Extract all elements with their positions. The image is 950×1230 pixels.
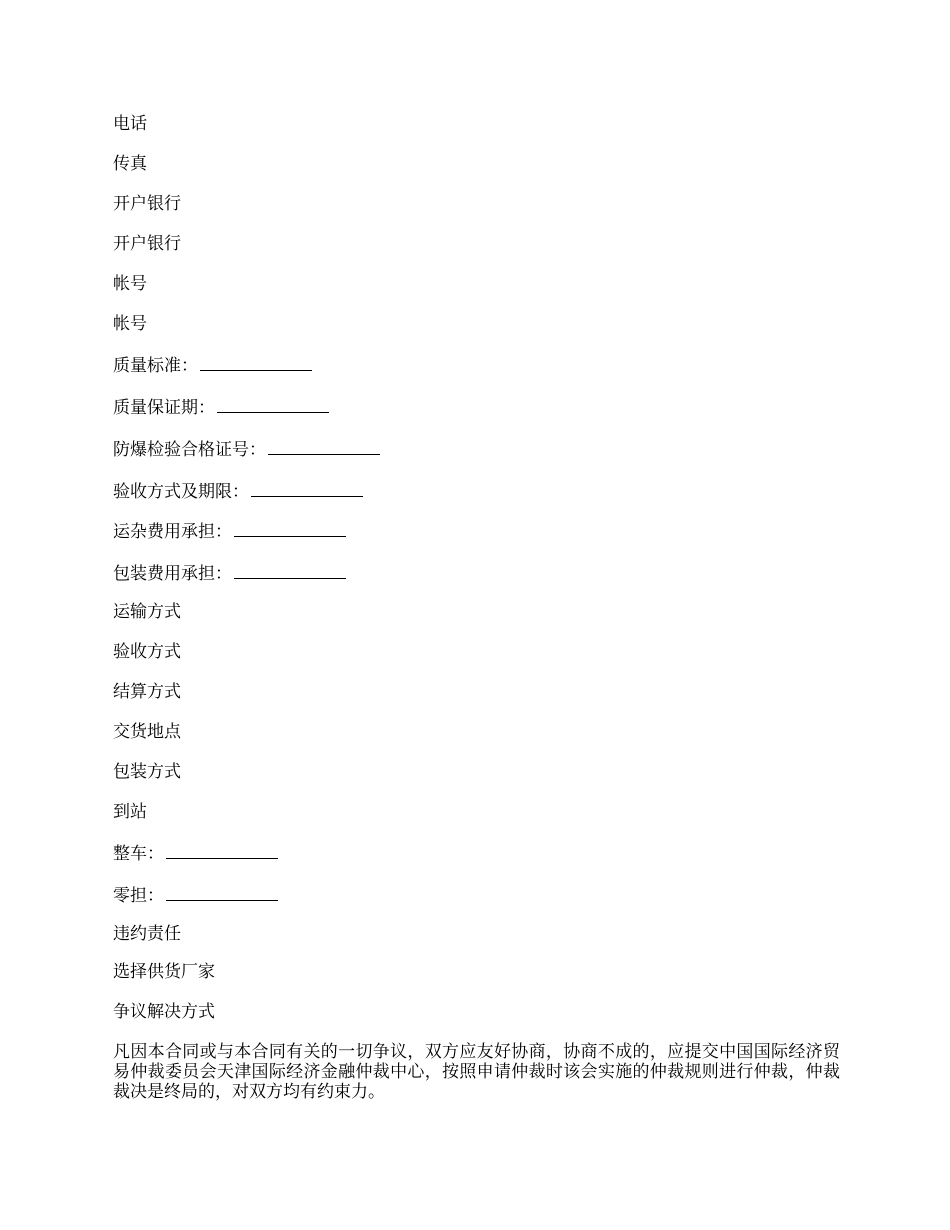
field-label: 帐号 bbox=[113, 274, 147, 294]
field-account-1 bbox=[113, 274, 147, 294]
field-less-than-load bbox=[113, 884, 278, 906]
section-dispute-resolution bbox=[113, 1002, 215, 1022]
fill-in-blank bbox=[234, 562, 346, 579]
field-label: 质量保证期： bbox=[113, 398, 215, 418]
field-label: 争议解决方式 bbox=[113, 1002, 215, 1022]
field-label: 运杂费用承担： bbox=[113, 522, 232, 542]
field-destination-station bbox=[113, 802, 147, 822]
dispute-resolution-paragraph: 凡因本合同或与本合同有关的一切争议，双方应友好协商，协商不成的，应提交中国国际经济贸易仲裁委员会天津国际经济金融仲裁中心，按照申请仲裁时该会实施的仲裁规则进行仲裁，仲裁裁决是终局的，对双方均有约束力。 bbox=[113, 1042, 840, 1102]
fill-in-blank bbox=[251, 480, 363, 497]
field-settlement-method bbox=[113, 682, 181, 702]
fill-in-blank bbox=[268, 438, 380, 455]
field-label: 零担： bbox=[113, 886, 164, 906]
field-acceptance-method-period bbox=[113, 480, 363, 502]
field-full-load bbox=[113, 842, 278, 864]
field-label: 违约责任 bbox=[113, 924, 181, 944]
field-label: 帐号 bbox=[113, 314, 147, 334]
field-explosion-proof-cert bbox=[113, 438, 380, 460]
field-label: 验收方式及期限： bbox=[113, 482, 249, 502]
field-label: 防爆检验合格证号： bbox=[113, 440, 266, 460]
fill-in-blank bbox=[200, 354, 312, 371]
fill-in-blank bbox=[234, 520, 346, 537]
field-transport-method bbox=[113, 602, 181, 622]
field-bank-2 bbox=[113, 234, 181, 254]
field-bank-1 bbox=[113, 194, 181, 214]
field-warranty-period bbox=[113, 396, 329, 418]
field-phone bbox=[113, 114, 147, 134]
field-freight-cost bbox=[113, 520, 346, 542]
field-quality-standard bbox=[113, 354, 312, 376]
field-packaging-method bbox=[113, 762, 181, 782]
field-label: 开户银行 bbox=[113, 194, 181, 214]
field-fax bbox=[113, 154, 147, 174]
field-label: 运输方式 bbox=[113, 602, 181, 622]
field-label: 选择供货厂家 bbox=[113, 962, 215, 982]
field-label: 电话 bbox=[113, 114, 147, 134]
fill-in-blank bbox=[166, 884, 278, 901]
field-label: 质量标准： bbox=[113, 356, 198, 376]
fill-in-blank bbox=[217, 396, 329, 413]
field-label: 验收方式 bbox=[113, 642, 181, 662]
field-label: 开户银行 bbox=[113, 234, 181, 254]
field-account-2 bbox=[113, 314, 147, 334]
field-label: 到站 bbox=[113, 802, 147, 822]
field-label: 包装方式 bbox=[113, 762, 181, 782]
field-label: 结算方式 bbox=[113, 682, 181, 702]
fill-in-blank bbox=[166, 842, 278, 859]
field-label: 交货地点 bbox=[113, 722, 181, 742]
field-label: 整车： bbox=[113, 844, 164, 864]
section-breach-liability bbox=[113, 924, 181, 944]
field-label: 传真 bbox=[113, 154, 147, 174]
field-acceptance-method bbox=[113, 642, 181, 662]
field-delivery-location bbox=[113, 722, 181, 742]
section-supplier-selection bbox=[113, 962, 215, 982]
field-label: 包装费用承担： bbox=[113, 564, 232, 584]
field-packaging-cost bbox=[113, 562, 346, 584]
